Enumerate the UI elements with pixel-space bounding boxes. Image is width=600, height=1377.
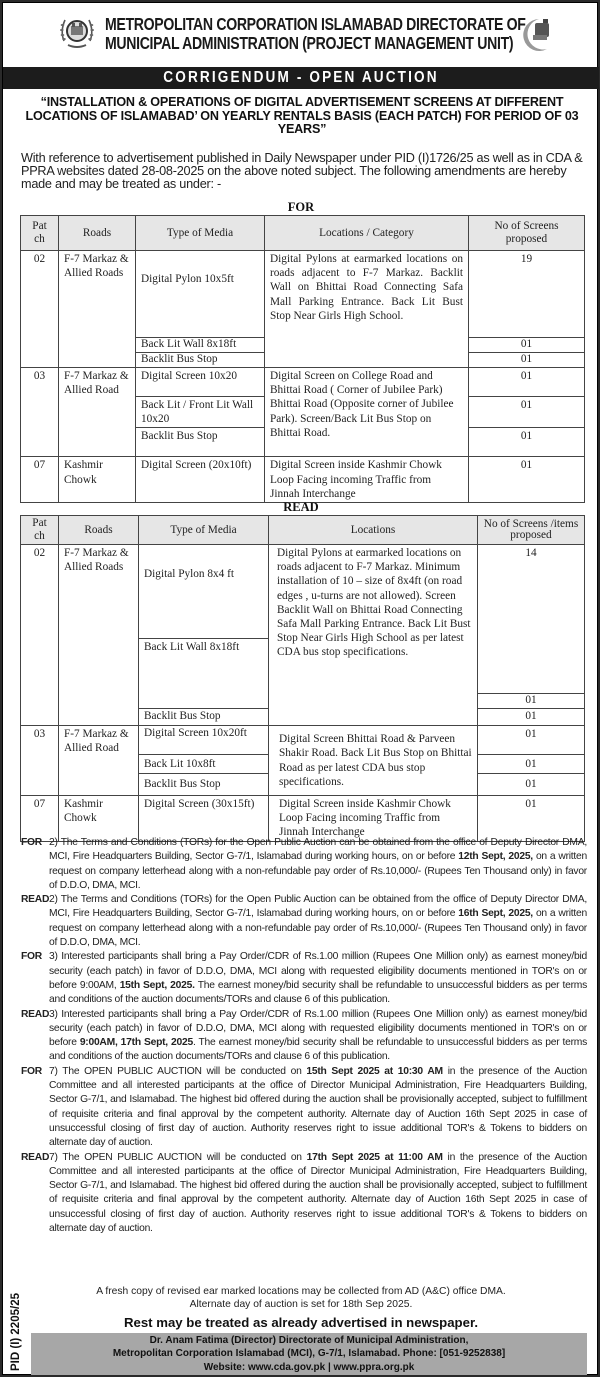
roads-cell: F-7 Markaz & Allied Road	[59, 368, 136, 457]
rest-notice: Rest may be treated as already advertised in newspaper.	[123, 1315, 479, 1330]
amendment-clauses	[21, 836, 587, 1236]
media-cell: Digital Screen 10x20ft	[139, 726, 269, 755]
count-cell: 19	[469, 251, 585, 338]
intro-paragraph: With reference to advertisement published in Daily Newspaper under PID (I)1726/25 as well as in CDA & PPRA websites dated 28-08-2025 on the above noted subject. The following amendments are hereby made and may be treated as under: -	[21, 151, 583, 191]
media-cell: Backlit Bus Stop	[136, 428, 265, 457]
location-cell: Digital Screen inside Kashmir Chowk Loop Facing incoming Traffic from Jinnah Interchange	[265, 457, 469, 503]
header-type-of-media: Type of Media	[139, 516, 269, 545]
count-cell: 14	[478, 545, 585, 694]
count-cell: 01	[469, 457, 585, 503]
media-cell: Back Lit Wall 8x18ft	[136, 338, 265, 353]
media-cell: Digital Screen 10x20	[136, 368, 265, 397]
organization-title: METROPOLITAN CORPORATION ISLAMABAD DIRECTORATE OF MUNICIPAL ADMINISTRATION (PROJECT MANAGEMENT UNIT)	[105, 14, 526, 53]
media-cell: Digital Screen (30x15ft)	[139, 796, 269, 842]
table-header-row	[21, 216, 585, 251]
patch-cell: 02	[21, 251, 59, 368]
header-screens: No of Screens /items proposed	[478, 516, 585, 545]
roads-cell: Kashmir Chowk	[59, 796, 139, 842]
count-cell: 01	[478, 796, 585, 842]
location-cell: Digital Pylons at earmarked locations on roads adjacent to F-7 Markaz. Minimum installation of 10 – size of 8x4ft (on road edges , u-turns are not allowed). Screen Backlit Wall on Bhittai Road Connecting Safa Mall Parking Entrance. Back Lit Bust Stop Near Girls High School as per latest CDA bus stop specifications.	[269, 545, 478, 726]
pid-number: PID (I) 2205/25	[10, 1293, 22, 1371]
header-roads: Roads	[59, 216, 136, 251]
corrigendum-banner: CORRIGENDUM - OPEN AUCTION	[3, 67, 599, 89]
count-cell: 01	[478, 774, 585, 796]
count-cell: 01	[478, 694, 585, 709]
for-table-title: FOR	[287, 200, 315, 214]
media-cell: Backlit Bus Stop	[136, 353, 265, 368]
header-patch: Pat ch	[21, 216, 59, 251]
header-roads: Roads	[59, 516, 139, 545]
location-cell: Digital Screen inside Kashmir Chowk Loop Facing incoming Traffic from Jinnah Interchange	[269, 796, 478, 842]
clause-for-7: FOR 7) The OPEN PUBLIC AUCTION will be conducted on 15th Sept 2025 at 10:30 AM in the presence of the Auction Committee and all interested participants at the office of Director Municipal Administration, Fire Headquarters Building, Sector G-7/1, and Islamabad. The highest bid offered during the auction shall be provisionally accepted, subject to fulfillment of requisite criteria and final approval by the competent authority. Alternate day of Auction 16th Sept 2025 in case of unsuccessful closing of first day of auction. Authority reserves right to issue additional TOR's & Tokens to bidders on alternate day of auction.	[21, 1065, 588, 1149]
patch-cell: 03	[21, 726, 59, 796]
count-cell: 01	[469, 353, 585, 368]
media-cell: Backlit Bus Stop	[139, 774, 269, 796]
media-cell: Back Lit Wall 8x18ft	[139, 639, 269, 709]
for-table	[20, 215, 585, 503]
header-locations: Locations	[269, 516, 478, 545]
count-cell: 01	[478, 755, 585, 774]
clause-tag: FOR	[21, 951, 42, 963]
clause-read-3: READ 3) Interested participants shall bring a Pay Order/CDR of Rs.1.00 million (Rupees One Million only) as earnest money/bid security (each patch) in favor of D.D.O, DMA, MCI along with requested eligibility documents mentioned in TOR's on or before 9:00AM, 17th Sept, 2025. The earnest money/bid security shall be refundable to unsuccessful bidders as per terms and conditions of the auction documents/TORs and clause 6 of this publication.	[21, 1008, 587, 1063]
clause-tag: FOR	[21, 837, 42, 848]
patch-cell: 02	[21, 545, 59, 726]
media-cell: Back Lit 10x8ft	[139, 755, 269, 774]
media-cell: Digital Pylon 8x4 ft	[139, 545, 269, 639]
count-cell: 01	[469, 428, 585, 457]
clause-for-3: FOR 3) Interested participants shall bring a Pay Order/CDR of Rs.1.00 million (Rupees One Million only) as earnest money/bid security (each patch) in favor of D.D.O, DMA, MCI along with requested eligibility documents mentioned in TOR's on or before 9:00AM, 15th Sept, 2025. The earnest money/bid security shall be refundable to unsuccessful bidders as per terms and conditions of the auction documents/TORs and clause 6 of this publication.	[21, 951, 587, 1006]
header	[3, 3, 599, 67]
clause-tag: FOR	[21, 1065, 42, 1077]
read-table-title: READ	[283, 500, 319, 514]
header-type-of-media: Type of Media	[136, 216, 265, 251]
count-cell: 01	[469, 338, 585, 353]
patch-cell: 07	[21, 457, 59, 503]
footnote: A fresh copy of revised ear marked locations may be collected from AD (A&C) office DMA. Alternate day of auction is set for 18th Sep 2025.	[96, 1286, 506, 1310]
clause-tag: READ	[21, 1151, 50, 1163]
roads-cell: Kashmir Chowk	[59, 457, 136, 503]
header-screens: No of Screens proposed	[469, 216, 585, 251]
table-row	[21, 457, 585, 503]
subject-heading: “INSTALLATION & OPERATIONS OF DIGITAL ADVERTISEMENT SCREENS AT DIFFERENT LOCATIONS OF ISLAMABAD’ ON YEARLY RENTALS BASIS (EACH PATCH) FOR PERIOD OF 03 YEARS”	[25, 95, 579, 136]
clause-read-7: READ 7) The OPEN PUBLIC AUCTION will be conducted on 17th Sept 2025 at 11:00 AM in the presence of the Auction Committee and all interested participants at the office of Director Municipal Administration, Fire Headquarters Building, Sector G-7/1, and Islamabad. The highest bid offered during the auction shall be provisionally accepted, subject to fulfillment of requisite criteria and final approval by the competent authority. Alternate day of Auction 16th Sept 2025 in case of unsuccessful closing of first day of auction. Authority reserves right to issue additional TOR's & Tokens to bidders on alternate day of auction.	[21, 1151, 588, 1235]
table-row	[21, 796, 585, 842]
clause-for-2: FOR 2) The Terms and Conditions (TORs) for the Open Public Auction can be obtained from the office of Deputy Director DMA, MCI, Fire Headquarters Building, Sector G-7/1, Islamabad during working hours, on or before 12th Sept, 2025, on a written request on company letterhead along with a non-refundable pay order of Rs.10,000/- (Rupees Ten Thousand only) in favor of D.D.O, DMA, MCI.	[21, 837, 587, 891]
media-cell: Digital Screen (20x10ft)	[136, 457, 265, 503]
location-cell: Digital Screen Bhittai Road & Parveen Shakir Road. Back Lit Bus Stop on Bhittai Road as per latest CDA bus stop specifications.	[269, 726, 478, 796]
table-header-row	[21, 516, 585, 545]
table-row	[21, 251, 585, 338]
header-locations: Locations / Category	[265, 216, 469, 251]
read-table	[20, 515, 585, 842]
location-cell: Digital Screen on College Road and Bhittai Road ( Corner of Jubilee Park) Bhittai Road (Opposite corner of Jubilee Park). Screen/Back Lit Bus Stop on Bhittai Road.	[265, 368, 469, 457]
location-cell: Digital Pylons at earmarked locations on roads adjacent to F-7 Markaz. Backlit Wall on Bhittai Road Connecting Safa Mall Parking Entrance. Back Lit Bust Stop Near Girls High School.	[265, 251, 469, 368]
patch-cell: 03	[21, 368, 59, 457]
roads-cell: F-7 Markaz & Allied Roads	[59, 545, 139, 726]
count-cell: 01	[469, 397, 585, 428]
clause-tag: READ	[21, 1008, 50, 1020]
roads-cell: F-7 Markaz & Allied Road	[59, 726, 139, 796]
media-cell: Backlit Bus Stop	[139, 709, 269, 726]
advertisement-page	[2, 2, 598, 1375]
media-cell: Digital Pylon 10x5ft	[136, 251, 265, 338]
contact-footer: Dr. Anam Fatima (Director) Directorate of Municipal Administration, Metropolitan Corporation Islamabad (MCI), G-7/1, Islamabad. Phone: [051-9252838] Website: www.cda.gov.pk | www.ppra.org.pk	[31, 1333, 587, 1375]
table-row	[21, 545, 585, 639]
patch-cell: 07	[21, 796, 59, 842]
count-cell: 01	[478, 726, 585, 755]
clause-read-2: READ 2) The Terms and Conditions (TORs) for the Open Public Auction can be obtained from the office of Deputy Director DMA, MCI, Fire Headquarters Building, Sector G-7/1, Islamabad during working hours, on or before 16th Sept, 2025, on a written request on company letterhead along with a non-refundable pay order of Rs.10,000/- (Rupees Ten Thousand only) in favor of D.D.O, DMA, MCI.	[21, 894, 587, 949]
table-row	[21, 726, 585, 755]
crescent-emblem-icon	[513, 13, 555, 55]
clause-tag: READ	[21, 894, 50, 906]
media-cell: Back Lit / Front Lit Wall 10x20	[136, 397, 265, 428]
roads-cell: F-7 Markaz & Allied Roads	[59, 251, 136, 368]
website-links: Website: www.cda.gov.pk | www.ppra.org.pk	[203, 1361, 415, 1373]
count-cell: 01	[469, 368, 585, 397]
count-cell: 01	[478, 709, 585, 726]
table-row	[21, 368, 585, 397]
header-patch: Pat ch	[21, 516, 59, 545]
mci-emblem-icon	[58, 11, 96, 53]
